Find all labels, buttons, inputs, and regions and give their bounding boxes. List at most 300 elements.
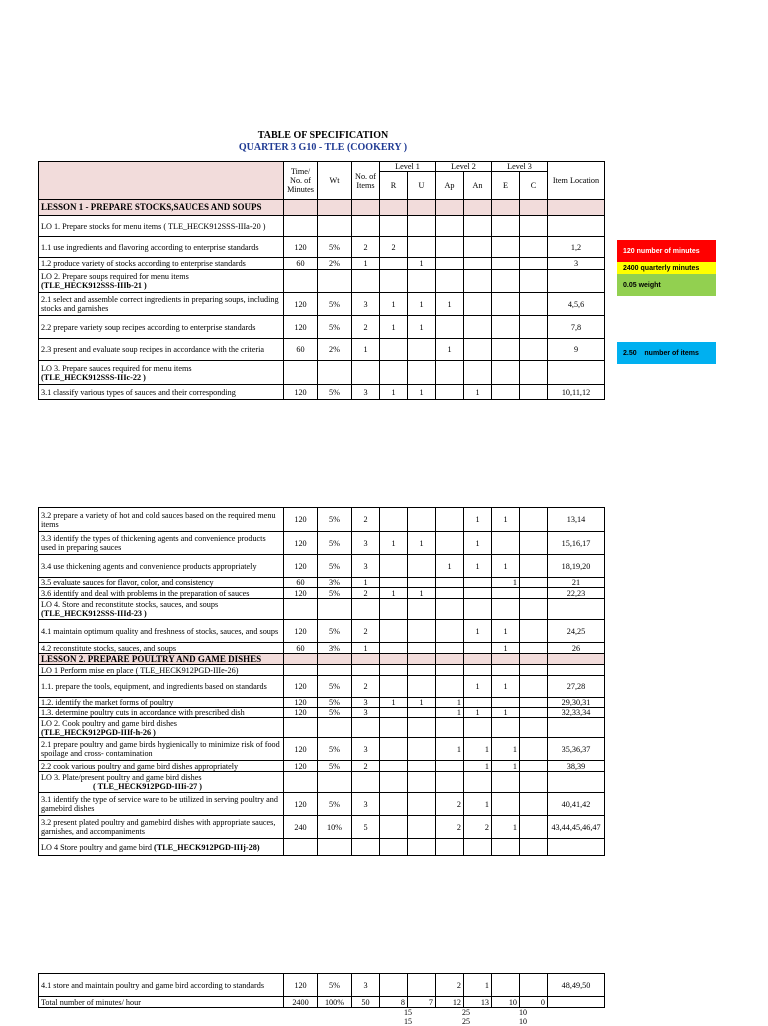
row-label-text: 3.5 evaluate sauces for flavor, color, and consistency — [41, 578, 214, 587]
cell-time: 120 — [284, 676, 318, 698]
cell-e: 1 — [492, 508, 520, 532]
cell-u — [408, 839, 436, 856]
cell-loc — [548, 200, 605, 216]
row-label — [39, 839, 284, 856]
below-total-r-2: 15 — [404, 1017, 412, 1026]
cell-an — [464, 599, 492, 620]
cell-time: 240 — [284, 816, 318, 839]
row-label-text: LO 4. Store and reconstitute stocks, sauces, and soups — [41, 600, 219, 609]
cell-items: 2 — [352, 588, 380, 599]
cell-ap — [436, 772, 464, 793]
competency-code: (TLE_HECK912SSS-IIId-23 ) — [41, 609, 147, 618]
cell-r — [380, 793, 408, 816]
cell-loc — [548, 718, 605, 738]
cell-ap — [436, 599, 464, 620]
cell-time: 120 — [284, 385, 318, 400]
cell-e: 1 — [492, 816, 520, 839]
cell-wt: 5% — [318, 316, 352, 339]
cell-items: 3 — [352, 793, 380, 816]
objective-row — [39, 270, 605, 293]
cell-e: 1 — [492, 761, 520, 772]
row-label — [39, 578, 284, 588]
cell-time: 2400 — [284, 997, 318, 1008]
cell-r: 8 — [380, 997, 408, 1008]
cell-wt: 5% — [318, 676, 352, 698]
cell-items: 50 — [352, 997, 380, 1008]
cell-r — [380, 676, 408, 698]
cell-ap — [436, 200, 464, 216]
cell-e — [492, 200, 520, 216]
col-items-header: No. of Items — [352, 162, 380, 200]
table-row — [39, 974, 605, 997]
table-row — [39, 676, 605, 698]
cell-ap — [436, 532, 464, 555]
cell-e — [492, 532, 520, 555]
table-row — [39, 620, 605, 643]
cell-wt: 5% — [318, 620, 352, 643]
cell-c — [520, 588, 548, 599]
table-row — [39, 793, 605, 816]
legend-minutes-value: 120 — [623, 247, 635, 255]
cell-e — [492, 258, 520, 270]
table-row — [39, 738, 605, 761]
cell-c — [520, 258, 548, 270]
cell-u — [408, 339, 436, 361]
col-c-header: C — [520, 172, 548, 200]
cell-wt: 2% — [318, 339, 352, 361]
table-row — [39, 293, 605, 316]
cell-wt: 3% — [318, 643, 352, 654]
row-label-text: 1.2 produce variety of stocks according to enterprise standards — [41, 259, 246, 268]
below-total-r: 15 — [404, 1008, 412, 1017]
cell-loc — [548, 665, 605, 676]
cell-time: 120 — [284, 588, 318, 599]
cell-u: 1 — [408, 532, 436, 555]
cell-u — [408, 270, 436, 293]
cell-u — [408, 974, 436, 997]
cell-u — [408, 665, 436, 676]
cell-e — [492, 385, 520, 400]
cell-an: 1 — [464, 385, 492, 400]
col-level1-header: Level 1 — [380, 162, 436, 172]
cell-time — [284, 270, 318, 293]
cell-e — [492, 772, 520, 793]
row-label — [39, 654, 284, 665]
legend-items — [617, 342, 716, 364]
col-an-header: An — [464, 172, 492, 200]
row-label — [39, 772, 284, 793]
row-label-text: LO 4 Store poultry and game bird — [41, 842, 152, 852]
cell-r: 1 — [380, 316, 408, 339]
cell-loc: 1,2 — [548, 237, 605, 258]
cell-an — [464, 578, 492, 588]
col-u-header: U — [408, 172, 436, 200]
cell-wt — [318, 839, 352, 856]
cell-loc — [548, 361, 605, 385]
cell-ap — [436, 718, 464, 738]
cell-r — [380, 200, 408, 216]
cell-items: 1 — [352, 643, 380, 654]
cell-loc: 4,5,6 — [548, 293, 605, 316]
cell-c — [520, 385, 548, 400]
cell-u — [408, 793, 436, 816]
cell-an: 1 — [464, 676, 492, 698]
row-label-text: 2.2 cook various poultry and game bird dishes appropriately — [41, 761, 239, 771]
cell-wt: 5% — [318, 555, 352, 578]
col-e-header: E — [492, 172, 520, 200]
row-label-text: LO 2. Cook poultry and game bird dishes — [41, 718, 177, 728]
table-row — [39, 997, 605, 1008]
cell-e — [492, 718, 520, 738]
cell-r: 1 — [380, 588, 408, 599]
cell-e — [492, 270, 520, 293]
row-label — [39, 200, 284, 216]
cell-wt: 5% — [318, 385, 352, 400]
cell-loc: 15,16,17 — [548, 532, 605, 555]
cell-items — [352, 200, 380, 216]
table-row — [39, 555, 605, 578]
cell-time — [284, 654, 318, 665]
cell-u — [408, 200, 436, 216]
cell-loc: 18,19,20 — [548, 555, 605, 578]
competency-code: (TLE_HECK912PGD-IIIf-h-26 ) — [41, 727, 156, 737]
cell-c — [520, 620, 548, 643]
cell-c — [520, 698, 548, 708]
cell-ap: 1 — [436, 339, 464, 361]
cell-loc — [548, 599, 605, 620]
cell-c — [520, 599, 548, 620]
cell-e — [492, 361, 520, 385]
cell-u — [408, 555, 436, 578]
specification-table-part2 — [38, 507, 605, 856]
cell-r — [380, 270, 408, 293]
row-label — [39, 974, 284, 997]
cell-time — [284, 361, 318, 385]
table-row — [39, 643, 605, 654]
cell-items: 3 — [352, 385, 380, 400]
cell-an — [464, 316, 492, 339]
cell-ap — [436, 258, 464, 270]
lesson-row — [39, 654, 605, 665]
cell-time: 120 — [284, 698, 318, 708]
objective-row — [39, 839, 605, 856]
cell-c — [520, 200, 548, 216]
cell-an — [464, 665, 492, 676]
row-label-text: 4.1 store and maintain poultry and game bird according to standards — [41, 980, 265, 990]
cell-loc: 29,30,31 — [548, 698, 605, 708]
cell-ap: 2 — [436, 793, 464, 816]
cell-u — [408, 772, 436, 793]
cell-loc: 35,36,37 — [548, 738, 605, 761]
cell-ap — [436, 316, 464, 339]
cell-an: 1 — [464, 620, 492, 643]
cell-ap — [436, 643, 464, 654]
cell-wt: 5% — [318, 508, 352, 532]
cell-u — [408, 508, 436, 532]
row-label-text: 2.1 select and assemble correct ingredients in preparing soups, including stocks and garnishes — [41, 295, 279, 313]
objective-row — [39, 216, 605, 237]
cell-an: 1 — [464, 793, 492, 816]
below-total-ap-2: 25 — [462, 1017, 470, 1026]
cell-wt: 5% — [318, 237, 352, 258]
row-label-text: 1.1. prepare the tools, equipment, and ingredients based on standards — [41, 682, 267, 691]
row-label — [39, 385, 284, 400]
cell-loc — [548, 270, 605, 293]
cell-e: 1 — [492, 643, 520, 654]
table-row — [39, 588, 605, 599]
cell-r — [380, 258, 408, 270]
cell-u — [408, 237, 436, 258]
cell-loc — [548, 772, 605, 793]
cell-wt: 2% — [318, 258, 352, 270]
cell-time — [284, 216, 318, 237]
cell-an — [464, 588, 492, 599]
cell-items — [352, 654, 380, 665]
row-label — [39, 738, 284, 761]
cell-ap: 2 — [436, 816, 464, 839]
cell-u — [408, 216, 436, 237]
cell-e — [492, 599, 520, 620]
cell-c — [520, 974, 548, 997]
cell-c — [520, 816, 548, 839]
cell-u: 1 — [408, 385, 436, 400]
cell-time — [284, 839, 318, 856]
table-row — [39, 316, 605, 339]
table-row — [39, 816, 605, 839]
cell-ap — [436, 216, 464, 237]
objective-row — [39, 772, 605, 793]
col-level2-header: Level 2 — [436, 162, 492, 172]
cell-e — [492, 839, 520, 856]
table-row — [39, 508, 605, 532]
cell-time — [284, 718, 318, 738]
row-label-text: 2.3 present and evaluate soup recipes in accordance with the criteria — [41, 345, 265, 354]
cell-items — [352, 772, 380, 793]
row-label-text: 2.1 prepare poultry and game birds hygienically to minimize risk of food spoilage and cross- contamination — [41, 740, 280, 758]
cell-wt — [318, 772, 352, 793]
table-row — [39, 237, 605, 258]
legend-quarterly-value: 2400 — [623, 264, 639, 272]
cell-loc: 48,49,50 — [548, 974, 605, 997]
cell-u: 7 — [408, 997, 436, 1008]
cell-loc — [548, 216, 605, 237]
cell-an: 1 — [464, 508, 492, 532]
cell-ap — [436, 508, 464, 532]
cell-e: 10 — [492, 997, 520, 1008]
document-title: TABLE OF SPECIFICATION — [257, 130, 389, 141]
cell-wt: 5% — [318, 708, 352, 718]
cell-r: 1 — [380, 698, 408, 708]
cell-time: 120 — [284, 708, 318, 718]
objective-row — [39, 361, 605, 385]
cell-time: 120 — [284, 620, 318, 643]
row-label — [39, 216, 284, 237]
cell-loc — [548, 839, 605, 856]
specification-table-part1 — [38, 161, 605, 400]
cell-time: 60 — [284, 578, 318, 588]
cell-an: 2 — [464, 816, 492, 839]
table-row — [39, 339, 605, 361]
cell-items: 2 — [352, 508, 380, 532]
row-label-text: 2.2 prepare variety soup recipes according to enterprise standards — [41, 322, 256, 332]
cell-items: 2 — [352, 620, 380, 643]
cell-ap: 1 — [436, 698, 464, 708]
row-label — [39, 676, 284, 698]
cell-time — [284, 772, 318, 793]
row-label-text: 1.1 use ingredients and flavoring according to enterprise standards — [41, 242, 259, 252]
cell-wt — [318, 270, 352, 293]
row-label-text: 3.1 classify various types of sauces and their corresponding — [41, 387, 236, 397]
cell-wt — [318, 599, 352, 620]
legend-weight-text: weight — [638, 281, 661, 289]
cell-u — [408, 643, 436, 654]
cell-loc: 24,25 — [548, 620, 605, 643]
cell-r — [380, 216, 408, 237]
cell-c — [520, 738, 548, 761]
cell-u: 1 — [408, 588, 436, 599]
col-wt-header: Wt — [318, 162, 352, 200]
cell-items — [352, 839, 380, 856]
cell-wt: 10% — [318, 816, 352, 839]
cell-r — [380, 665, 408, 676]
legend-quarterly-text: quarterly minutes — [640, 264, 700, 272]
cell-an — [464, 270, 492, 293]
cell-items — [352, 361, 380, 385]
objective-row — [39, 599, 605, 620]
cell-an — [464, 200, 492, 216]
cell-e — [492, 793, 520, 816]
table-row — [39, 532, 605, 555]
row-label — [39, 237, 284, 258]
table-row — [39, 698, 605, 708]
cell-r — [380, 643, 408, 654]
cell-items: 3 — [352, 698, 380, 708]
cell-loc: 40,41,42 — [548, 793, 605, 816]
row-label — [39, 761, 284, 772]
cell-u — [408, 718, 436, 738]
table-row — [39, 761, 605, 772]
row-label — [39, 508, 284, 532]
cell-r — [380, 974, 408, 997]
cell-wt: 5% — [318, 698, 352, 708]
cell-wt: 3% — [318, 578, 352, 588]
row-label — [39, 258, 284, 270]
cell-wt — [318, 361, 352, 385]
cell-an — [464, 643, 492, 654]
legend-weight-value: 0.05 — [623, 281, 637, 289]
cell-an: 1 — [464, 555, 492, 578]
row-label-text: 1.2. identify the market forms of poultry — [41, 698, 174, 707]
cell-loc: 32,33,34 — [548, 708, 605, 718]
cell-an — [464, 654, 492, 665]
cell-r — [380, 761, 408, 772]
legend-weight — [617, 274, 716, 296]
competency-code: (TLE_HECK912SSS-IIIb-21 ) — [41, 281, 147, 290]
row-label-text: 1.3. determine poultry cuts in accordance with prescribed dish — [41, 708, 245, 717]
cell-items: 3 — [352, 974, 380, 997]
cell-ap: 1 — [436, 293, 464, 316]
cell-ap — [436, 361, 464, 385]
cell-c — [520, 532, 548, 555]
row-label-text: Total number of minutes/ hour — [41, 997, 141, 1007]
competency-code: ( TLE_HECK912PGD-IIIi-27 ) — [93, 782, 203, 791]
cell-time: 120 — [284, 293, 318, 316]
row-label — [39, 532, 284, 555]
cell-u — [408, 761, 436, 772]
cell-c — [520, 316, 548, 339]
cell-an — [464, 698, 492, 708]
cell-ap — [436, 588, 464, 599]
cell-e: 1 — [492, 620, 520, 643]
below-total-e-2: 10 — [519, 1017, 527, 1026]
row-label-text: LO 3. Prepare sauces required for menu items — [41, 363, 192, 373]
cell-e: 1 — [492, 555, 520, 578]
cell-c — [520, 772, 548, 793]
cell-items — [352, 599, 380, 620]
cell-r — [380, 718, 408, 738]
row-label-text: 3.1 identify the type of service ware to be utilized in serving poultry and gamebird dishes — [41, 795, 278, 813]
row-label-text: LO 2. Prepare soups required for menu items — [41, 272, 189, 281]
cell-items: 3 — [352, 532, 380, 555]
cell-time: 120 — [284, 316, 318, 339]
table-row — [39, 708, 605, 718]
cell-c — [520, 654, 548, 665]
competency-code: (TLE_HECK912SSS-IIIc-22 ) — [41, 372, 146, 382]
cell-an — [464, 216, 492, 237]
objective-row — [39, 718, 605, 738]
cell-items: 3 — [352, 555, 380, 578]
row-label — [39, 997, 284, 1008]
cell-c — [520, 839, 548, 856]
cell-loc: 9 — [548, 339, 605, 361]
cell-c — [520, 578, 548, 588]
cell-e: 1 — [492, 578, 520, 588]
cell-ap: 1 — [436, 738, 464, 761]
cell-u — [408, 816, 436, 839]
col-level3-header: Level 3 — [492, 162, 548, 172]
cell-c — [520, 293, 548, 316]
cell-r — [380, 620, 408, 643]
legend-minutes — [617, 240, 716, 262]
cell-items: 2 — [352, 237, 380, 258]
cell-r: 1 — [380, 532, 408, 555]
document-subtitle: QUARTER 3 G10 - TLE (COOKERY ) — [238, 142, 408, 153]
cell-e: 1 — [492, 708, 520, 718]
cell-items: 2 — [352, 761, 380, 772]
cell-wt: 5% — [318, 974, 352, 997]
row-label — [39, 698, 284, 708]
cell-wt: 5% — [318, 532, 352, 555]
col-r-header: R — [380, 172, 408, 200]
cell-an — [464, 258, 492, 270]
cell-u: 1 — [408, 258, 436, 270]
cell-c — [520, 708, 548, 718]
cell-wt — [318, 200, 352, 216]
row-label-text: 3.6 identify and deal with problems in the preparation of sauces — [41, 588, 250, 598]
cell-ap: 2 — [436, 974, 464, 997]
cell-items: 2 — [352, 676, 380, 698]
cell-ap — [436, 270, 464, 293]
cell-r — [380, 508, 408, 532]
cell-ap — [436, 578, 464, 588]
cell-u — [408, 620, 436, 643]
cell-time: 120 — [284, 508, 318, 532]
cell-u — [408, 676, 436, 698]
row-label-text: LO 3. Plate/present poultry and game bird dishes — [41, 773, 202, 782]
cell-e — [492, 974, 520, 997]
cell-wt: 5% — [318, 793, 352, 816]
lesson-row — [39, 200, 605, 216]
